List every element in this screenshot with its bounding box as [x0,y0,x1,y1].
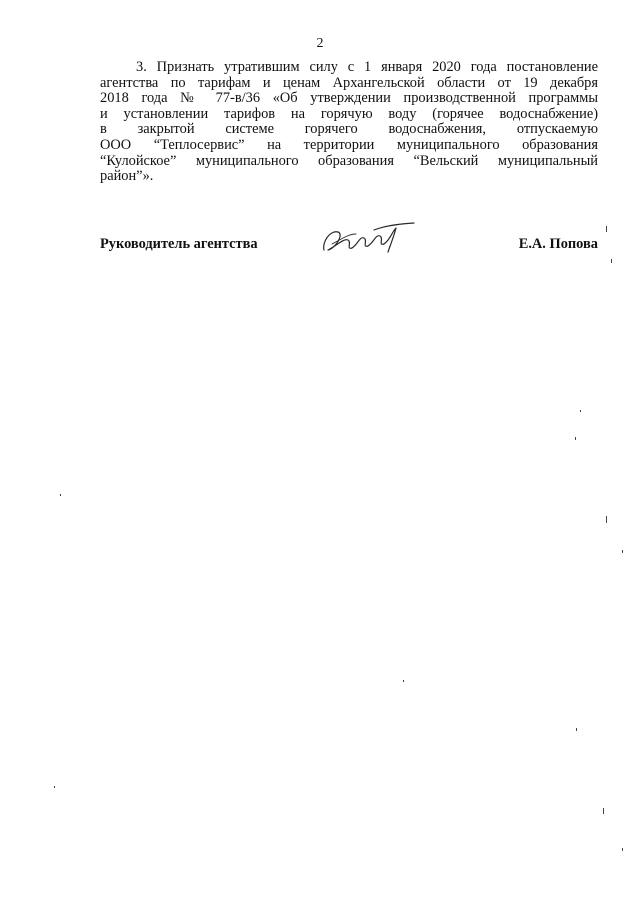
signatory-position: Руководитель агентства [100,236,258,252]
paragraph-line: агентства по тарифам и ценам Архангельской области от 19 декабря [100,74,598,91]
scan-speck [611,259,612,263]
paragraph-line: ООО “Теплосервис” на территории муниципального образования [100,136,598,153]
resolution-paragraph [100,60,598,185]
scan-speck [575,437,576,440]
signature-block [100,228,598,258]
scan-speck [54,786,55,788]
page-number: 2 [316,36,324,51]
scan-speck [576,728,577,731]
scan-speck [403,680,404,682]
scan-speck [622,848,623,851]
paragraph-line: в закрытой системе горячего водоснабжения, отпускаемую [100,121,598,138]
paragraph-line: район”». [100,168,154,185]
scan-speck [580,410,581,412]
scan-speck [60,494,61,496]
scan-speck [622,550,623,553]
signatory-name: Е.А. Попова [518,236,598,252]
paragraph-line: и установлении тарифов на горячую воду (горячее водоснабжение) [100,105,598,122]
handwritten-signature-icon [318,220,418,258]
paragraph-line: 3. Признать утратившим силу с 1 января 2020 года постановление [136,59,598,75]
scan-speck [606,226,607,232]
scan-speck [606,516,607,523]
paragraph-line: “Кулойское” муниципального образования “Вельский муниципальный [100,152,598,169]
paragraph-line: 2018 года № 77-в/36 «Об утверждении производственной программы [100,90,598,107]
scan-speck [603,808,604,814]
